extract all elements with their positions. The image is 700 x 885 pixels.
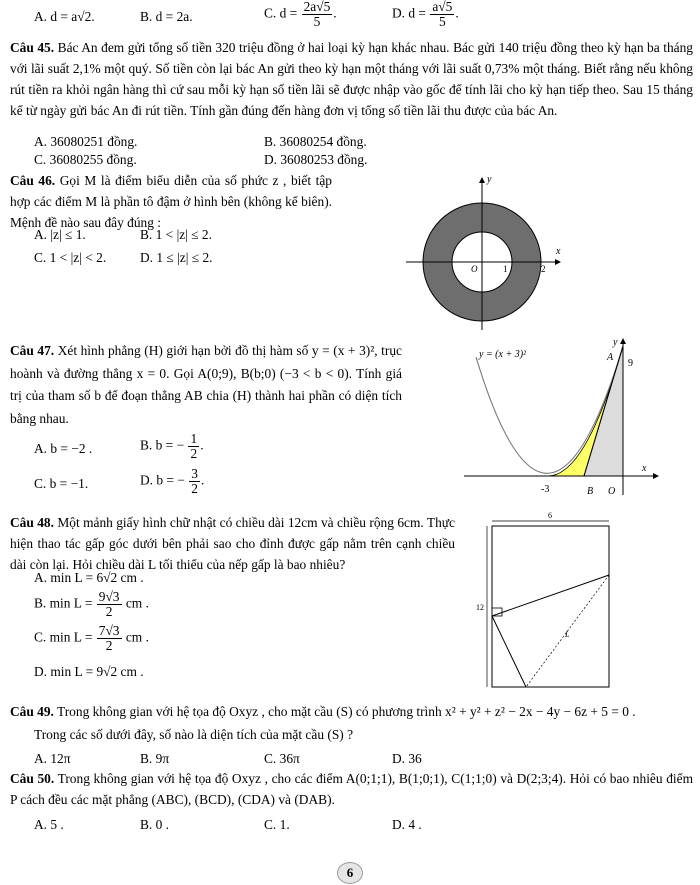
q50-option-a: A. 5 . [34, 817, 64, 832]
q47-option-a: A. b = −2 . [34, 441, 93, 456]
q49-label: Câu 49. [10, 704, 54, 719]
q48-b-den: 2 [105, 604, 113, 619]
q47-option-d: D. b = − $\frac{3}{2}$ . [140, 466, 205, 496]
q47-b-prefix: B. b = − [140, 437, 185, 453]
six-label: 6 [548, 511, 552, 520]
q48-b-prefix: B. min L = [34, 595, 93, 611]
q44-d-den: 5 [438, 14, 446, 29]
q47-d-fraction [189, 467, 200, 496]
q49-text2: Trong các số dưới đây, số nào là diện tích của mặt cầu (S) ? [34, 727, 354, 742]
q50-option-c: C. 1. [264, 817, 290, 832]
q45-option-c: C. 36080255 đồng. [34, 152, 137, 167]
q48-c-prefix: C. min L = [34, 629, 93, 645]
q48-body: Một mảnh giấy hình chữ nhật có chiều dài 12cm và chiều rộng 6cm. Thực hiện thao tác gấp góc dưới bên phải sao cho đỉnh được gấp nằm trên cạnh chiều dài còn lại. Hỏi chiều dài L tối thiểu của nếp gấp là bao nhiêu? [10, 515, 455, 572]
q44-c-fraction [302, 0, 333, 29]
q44-option-b: B. d = 2a. [140, 9, 193, 24]
q44-c-prefix: C. d = [264, 5, 298, 21]
q48-text [10, 512, 455, 575]
function-label: y = (x + 3)² [479, 349, 527, 360]
q48-option-b [34, 590, 149, 619]
y-label: y [487, 174, 492, 185]
q49-option-c: C. 36π [264, 751, 300, 766]
q47-d-num: 3 [191, 466, 198, 481]
q46-option-a: A. |z| ≤ 1. [34, 227, 86, 242]
x-label: x [556, 246, 561, 257]
q47-text [10, 340, 402, 430]
origin-label: O [608, 486, 616, 497]
l-label: L [565, 630, 570, 639]
q47-b-den: 2 [190, 446, 198, 461]
q50-label: Câu 50. [10, 771, 55, 786]
q45-option-d: D. 36080253 đồng. [264, 152, 368, 167]
q44-option-d: D. d = $\frac{a√5}{5}$ . [392, 0, 459, 29]
q48-b-fraction [97, 590, 122, 619]
q46-label: Câu 46. [10, 173, 56, 188]
q47-d-den: 2 [191, 481, 198, 496]
q47-option-b: B. b = − $\frac{1}{2}$ . [140, 431, 204, 461]
q46-body: Gọi M là điểm biểu diễn của số phức z , biết tập hợp các điểm M là phần tô đậm ở hình bên (không kể biên). Mệnh đề nào sau đây đúng : [10, 173, 332, 230]
nine-label: 9 [628, 358, 633, 369]
q48-c-den: 2 [105, 638, 113, 653]
q48-option-d: D. min L = 9√2 cm . [34, 664, 144, 679]
q48-c-suffix: cm . [125, 629, 149, 645]
q47-figure [458, 335, 670, 505]
q44-option-c: C. d = $\frac{2a√5}{5}$ . [264, 0, 337, 29]
q46-figure [400, 168, 570, 338]
minus3-label: -3 [541, 484, 550, 495]
q45-option-a: A. 36080251 đồng. [34, 134, 138, 149]
tick-2-label: 2 [541, 264, 546, 274]
y-label: y [613, 337, 618, 348]
q50-text [10, 768, 693, 810]
q47-body: Xét hình phẳng (H) giới hạn bởi đồ thị hàm số y = (x + 3)², trục hoành và đường thẳng x = 0. Gọi A(0;9), B(b;0) (−3 < b < 0). Tính giá trị của tham số b để đoạn thẳng AB chia (H) thành hai phần có diện tích bằng nhau. [10, 343, 403, 426]
q47-label: Câu 47. [10, 343, 55, 358]
q49-text [10, 704, 636, 720]
q45-text [10, 37, 693, 121]
q46-option-d: D. 1 ≤ |z| ≤ 2. [140, 250, 213, 265]
q45-option-b: B. 36080254 đồng. [264, 134, 367, 149]
q44-d-fraction [430, 0, 454, 29]
q46-text [10, 170, 332, 233]
q50-body: Trong không gian với hệ tọa độ Oxyz , cho các điểm A(0;1;1), B(1;0;1), C(1;1;0) và D(2;3;4). Hỏi có bao nhiêu điểm P cách đều các mặt phẳng (ABC), (BCD), (CDA) và (DAB). [10, 771, 693, 807]
page-number: 6 [337, 862, 363, 884]
q46-option-c: C. 1 < |z| < 2. [34, 250, 107, 265]
q45-label: Câu 45. [10, 40, 55, 55]
q47-b-fraction [188, 432, 199, 461]
q50-option-b: B. 0 . [140, 817, 170, 832]
q47-option-c: C. b = −1. [34, 476, 89, 491]
folded-edge-top [492, 575, 609, 616]
tick-1-label: 1 [503, 264, 508, 274]
q49-option-a: A. 12π [34, 751, 71, 766]
point-a-label: A [607, 352, 614, 363]
q50-option-d: D. 4 . [392, 817, 422, 832]
q48-option-c [34, 624, 149, 653]
right-angle-mark [492, 608, 502, 616]
q48-figure [476, 510, 616, 690]
q45-body: Bác An đem gửi tổng số tiền 320 triệu đồng ở hai loại kỳ hạn khác nhau. Bác gửi 140 triệu đồng theo kỳ hạn ba tháng với lãi suất 2,1% một quý. Số tiền còn lại bác An gửi theo kỳ hạn một tháng với lãi suất 0,73% một tháng. Biết rằng nếu không rút tiền ra khỏi ngân hàng thì cứ sau mỗi kỳ hạn số tiền lãi sẽ được nhập vào gốc để tính lãi cho kỳ hạn tiếp theo. Sau 15 tháng kể từ ngày gửi bác An đi rút tiền. Tính gần đúng đến hàng đơn vị tổng số tiền lãi thu được của bác An. [10, 40, 693, 118]
q44-c-num: 2a√5 [303, 0, 331, 14]
q47-b-num: 1 [190, 431, 198, 446]
q48-c-fraction [97, 624, 122, 653]
q44-option-a: A. d = a√2. [34, 9, 95, 24]
origin-label: O [471, 264, 478, 274]
q44-c-den: 5 [313, 14, 321, 29]
q48-option-a: A. min L = 6√2 cm . [34, 570, 144, 585]
q48-c-num: 7√3 [98, 623, 120, 638]
q49-option-b: B. 9π [140, 751, 170, 766]
q44-d-prefix: D. d = [392, 5, 426, 21]
q48-label: Câu 48. [10, 515, 54, 530]
x-label: x [642, 463, 647, 474]
twelve-label: 12 [476, 603, 484, 612]
q49-body: Trong không gian với hệ tọa độ Oxyz , cho mặt cầu (S) có phương trình x² + y² + z² − 2x − 4y − 6z + 5 = 0 . [57, 704, 636, 719]
q47-d-prefix: D. b = − [140, 472, 185, 488]
q48-b-suffix: cm . [125, 595, 149, 611]
q49-option-d: D. 36 [392, 751, 422, 766]
q46-option-b: B. 1 < |z| ≤ 2. [140, 227, 212, 242]
q44-d-num: a√5 [432, 0, 453, 14]
point-b-label: B [587, 486, 594, 497]
q48-b-num: 9√3 [98, 589, 120, 604]
paper-rectangle [492, 526, 609, 687]
folded-edge-bottom [492, 616, 526, 687]
